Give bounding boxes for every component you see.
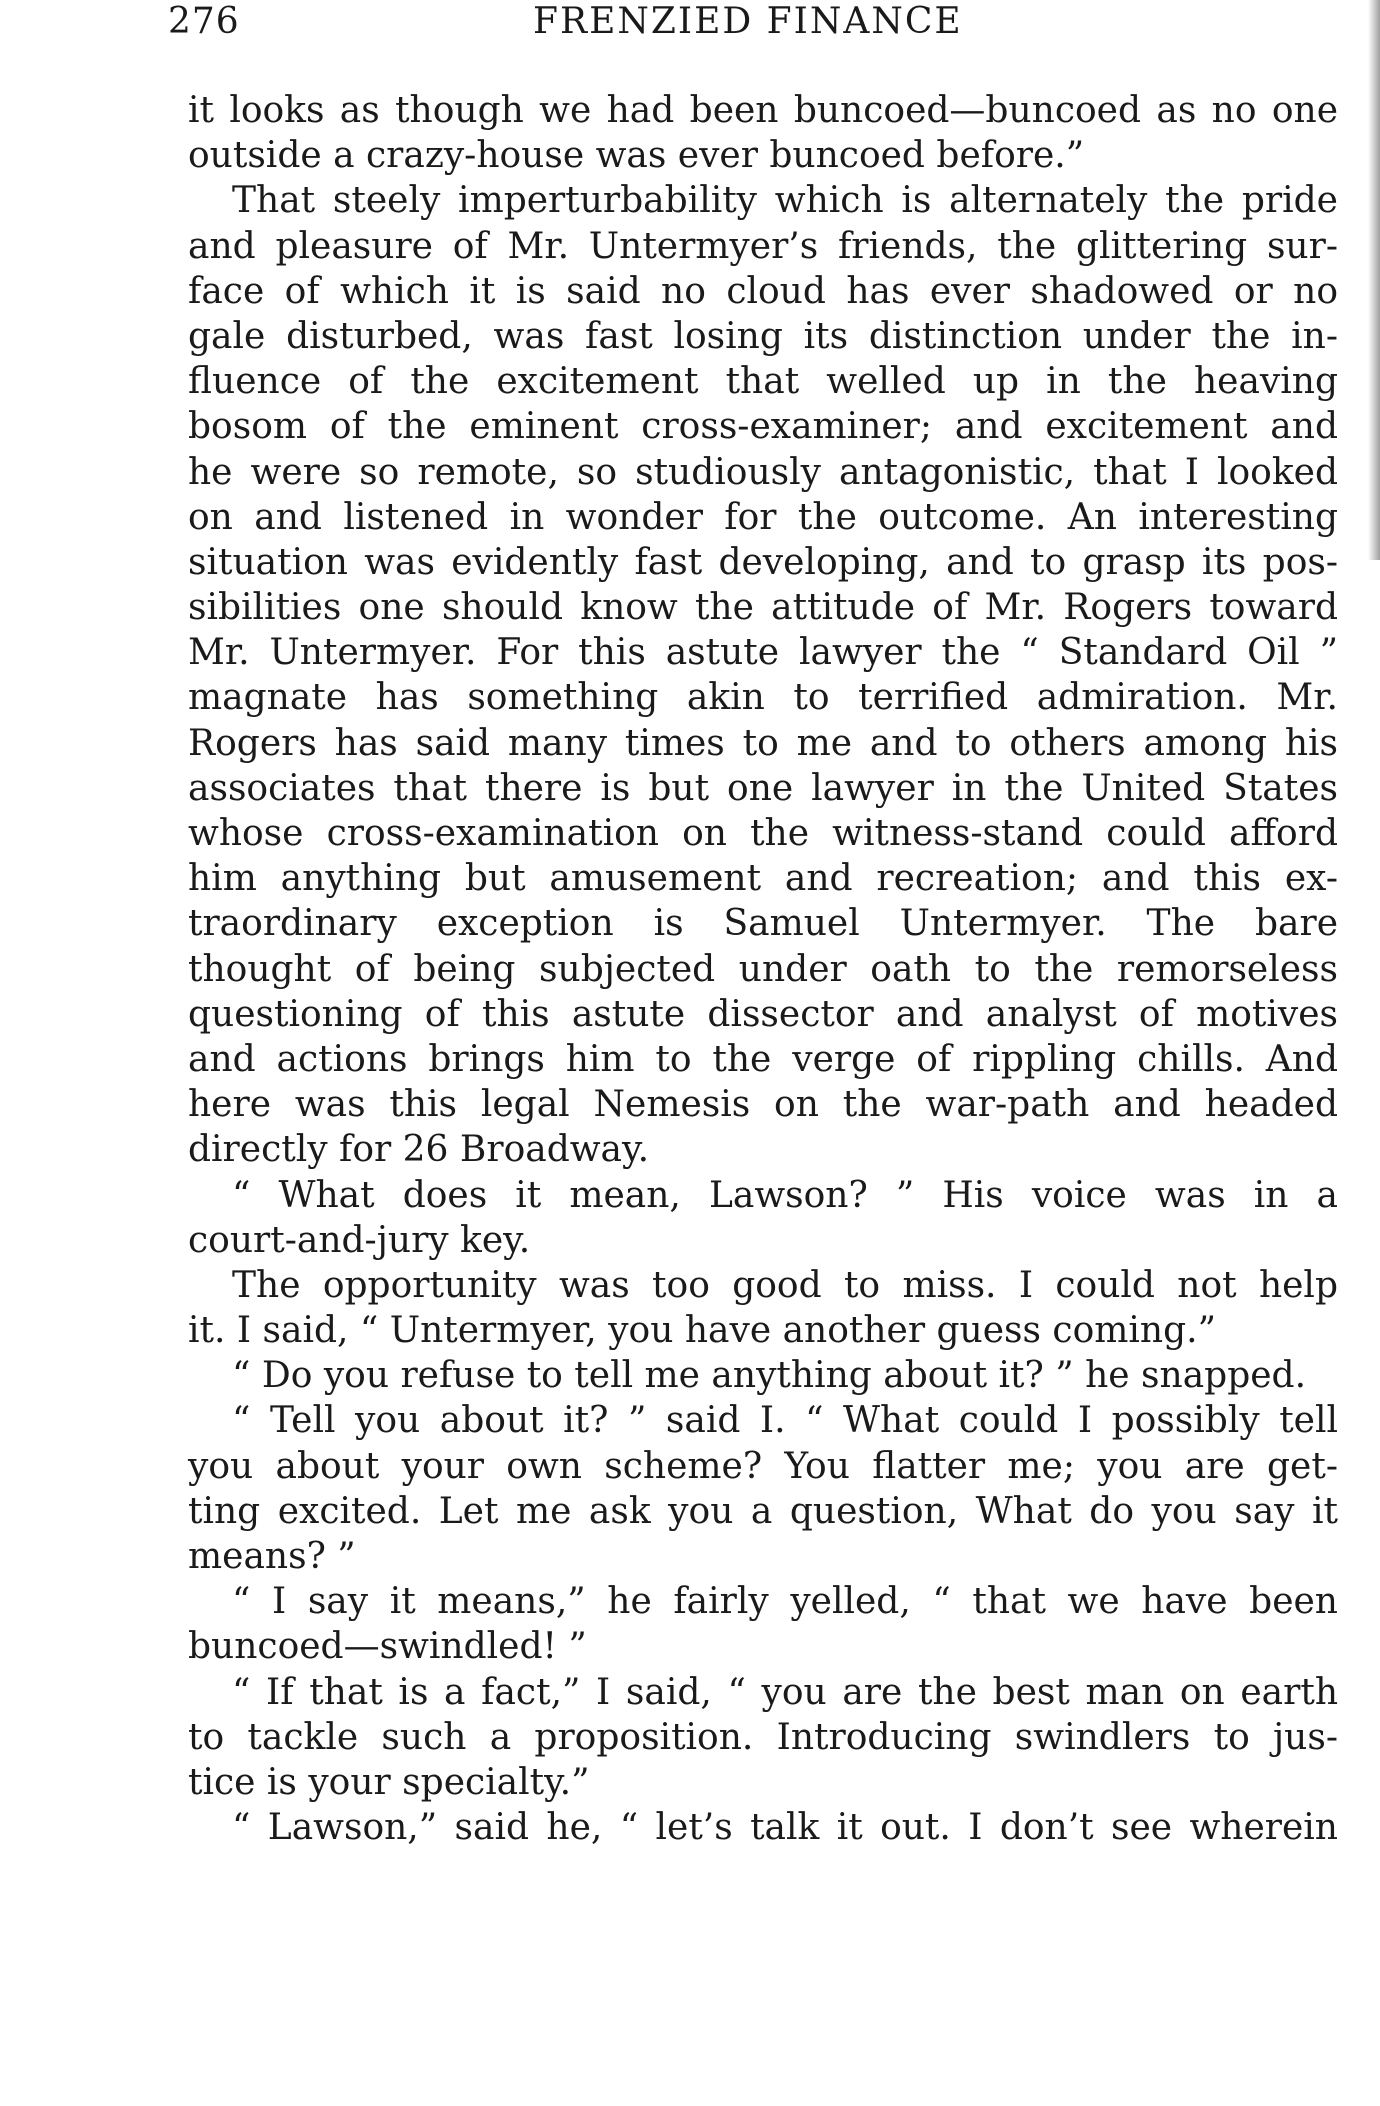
- text-line: outside a crazy-house was ever buncoed before.”: [188, 135, 1085, 177]
- text-line: face of which it is said no cloud has ever shadowed or no: [188, 270, 1338, 312]
- page-number: 276: [168, 1, 240, 42]
- text-line: bosom of the eminent cross-examiner; and excitement and: [188, 406, 1338, 448]
- text-line: on and listened in wonder for the outcome. An interesting: [188, 496, 1338, 538]
- text-line: tice is your specialty.”: [188, 1761, 590, 1803]
- text-line: “ If that is a fact,” I said, “ you are the best man on earth: [232, 1671, 1338, 1713]
- text-line: “ Do you refuse to tell me anything about it? ” he snapped.: [232, 1355, 1307, 1397]
- text-line: thought of being subjected under oath to the remorseless: [188, 948, 1338, 990]
- text-line: whose cross-examination on the witness-stand could afford: [188, 813, 1338, 854]
- text-line: gale disturbed, was fast losing its distinction under the in-: [188, 315, 1338, 357]
- text-line: Mr. Untermyer. For this astute lawyer the “ Standard Oil ”: [188, 632, 1338, 674]
- text-line: “ Tell you about it? ” said I. “ What could I possibly tell: [232, 1400, 1338, 1442]
- text-line: you about your own scheme? You flatter me; you are get-: [188, 1445, 1338, 1487]
- text-line: and pleasure of Mr. Untermyer’s friends, the glittering sur-: [188, 225, 1338, 267]
- text-line: “ What does it mean, Lawson? ” His voice was in a: [232, 1174, 1338, 1216]
- text-line: ting excited. Let me ask you a question, What do you say it: [188, 1490, 1338, 1532]
- text-line: he were so remote, so studiously antagonistic, that I looked: [188, 451, 1338, 493]
- running-title: FRENZIED FINANCE: [533, 1, 963, 42]
- text-line: “ I say it means,” he fairly yelled, “ that we have been: [232, 1581, 1338, 1623]
- text-line: court-and-jury key.: [188, 1219, 531, 1261]
- text-line: it looks as though we had been buncoed—buncoed as no one: [188, 90, 1338, 131]
- text-line: “ Lawson,” said he, “ let’s talk it out. I don’t see wherein: [232, 1807, 1338, 1849]
- text-line: traordinary exception is Samuel Untermyer. The bare: [188, 903, 1338, 945]
- text-line: directly for 26 Broadway.: [188, 1129, 650, 1171]
- text-line: The opportunity was too good to miss. I could not help: [232, 1264, 1338, 1306]
- text-line: buncoed—swindled! ”: [188, 1626, 587, 1668]
- text-line: and actions brings him to the verge of rippling chills. And: [188, 1038, 1338, 1080]
- text-line: situation was evidently fast developing, and to grasp its pos-: [188, 541, 1338, 583]
- text-line: sibilities one should know the attitude of Mr. Rogers toward: [188, 587, 1338, 629]
- text-line: here was this legal Nemesis on the war-path and headed: [188, 1084, 1338, 1126]
- text-line: it. I said, “ Untermyer, you have another guess coming.”: [188, 1310, 1216, 1352]
- text-line: Rogers has said many times to me and to others among his: [188, 722, 1338, 764]
- body-text: [188, 88, 1338, 1850]
- text-line: magnate has something akin to terrified admiration. Mr.: [188, 677, 1338, 719]
- text-line: associates that there is but one lawyer in the United States: [188, 767, 1338, 809]
- text-line: means? ”: [188, 1536, 356, 1577]
- text-line: to tackle such a proposition. Introducing swindlers to jus-: [188, 1716, 1338, 1758]
- text-line: fluence of the excitement that welled up in the heaving: [188, 361, 1338, 403]
- text-line: him anything but amusement and recreation; and this ex-: [188, 858, 1338, 900]
- text-line: questioning of this astute dissector and analyst of motives: [188, 993, 1338, 1035]
- text-line: That steely imperturbability which is alternately the pride: [232, 180, 1338, 222]
- running-head: [168, 0, 1178, 44]
- page-edge-shadow: [1368, 0, 1380, 560]
